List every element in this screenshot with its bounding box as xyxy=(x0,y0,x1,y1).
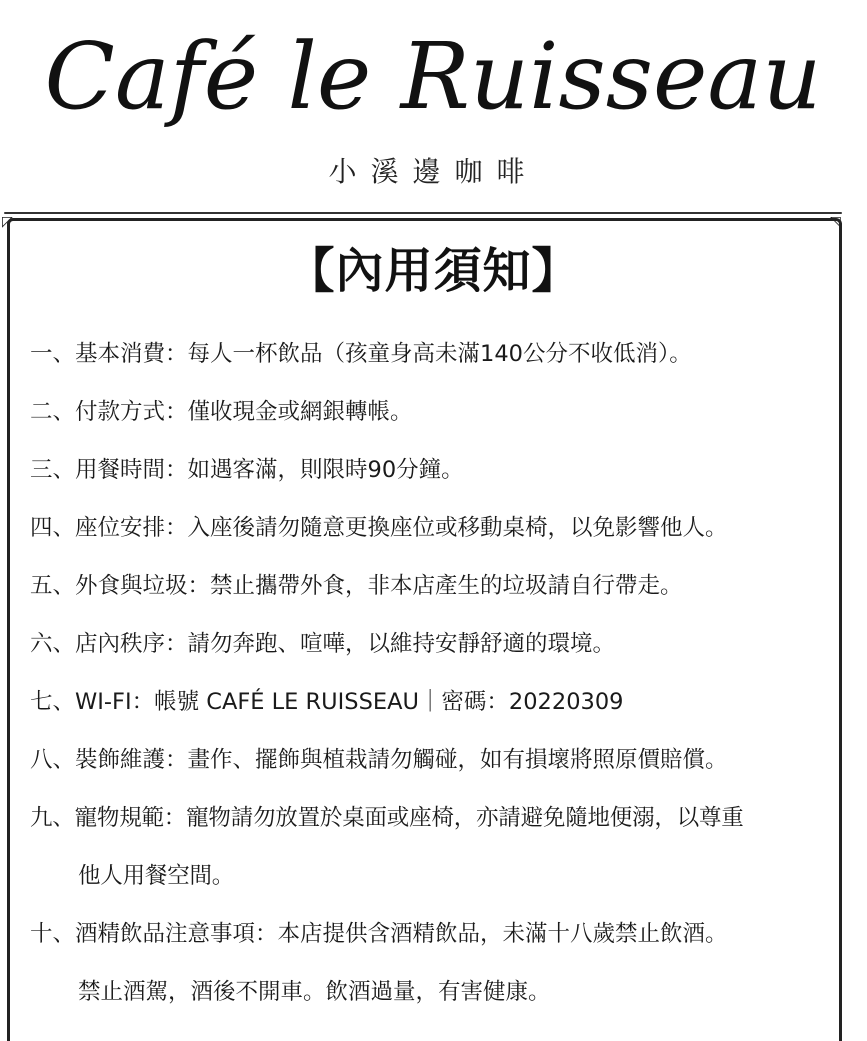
rule-text: 十、酒精飲品注意事項：本店提供含酒精飲品，未滿十八歲禁止飲酒。 xyxy=(30,921,728,947)
rule-text: 一、基本消費：每人一杯飲品（孩童身高未滿140公分不收低消）。 xyxy=(30,341,692,367)
rule-item-9 xyxy=(30,789,850,905)
rule-item-2 xyxy=(30,383,850,441)
rule-text: 二、付款方式：僅收現金或網銀轉帳。 xyxy=(30,399,413,425)
rule-item-1 xyxy=(30,325,850,383)
logo xyxy=(0,0,867,150)
rule-item-6 xyxy=(30,615,850,673)
corner-ornament-right: ◹ xyxy=(830,214,841,230)
rule-item-3 xyxy=(30,441,850,499)
rules-list xyxy=(30,325,850,1021)
logo-script-text: Café le Ruisseau xyxy=(44,23,822,130)
rule-text: 七、WI-FI：帳號 CAFÉ LE RUISSEAU｜密碼：20220309 xyxy=(30,689,624,715)
rule-text: 九、寵物規範：寵物請勿放置於桌面或座椅，亦請避免隨地便溺，以尊重 xyxy=(30,805,744,831)
frame-top-rule xyxy=(4,212,842,214)
rule-item-8 xyxy=(30,731,850,789)
rule-text: 三、用餐時間：如遇客滿，則限時90分鐘。 xyxy=(30,457,464,483)
shop-subtitle: 小溪邊咖啡 xyxy=(328,155,539,188)
rule-text-continued: 他人用餐空間。 xyxy=(78,863,235,889)
rule-text: 五、外食與垃圾：禁止攜帶外食，非本店產生的垃圾請自行帶走。 xyxy=(30,573,683,599)
logo-script-svg xyxy=(0,0,867,150)
corner-ornament-left: ◸ xyxy=(2,214,13,230)
rule-text: 八、裝飾維護：畫作、擺飾與植栽請勿觸碰，如有損壞將照原價賠償。 xyxy=(30,747,728,773)
rule-text: 四、座位安排：入座後請勿隨意更換座位或移動桌椅，以免影響他人。 xyxy=(30,515,728,541)
rule-item-5 xyxy=(30,557,850,615)
rule-item-7-wifi xyxy=(30,673,850,731)
rule-text: 六、店內秩序：請勿奔跑、喧嘩，以維持安靜舒適的環境。 xyxy=(30,631,616,657)
rule-text-continued: 禁止酒駕，酒後不開車。飲酒過量，有害健康。 xyxy=(78,979,551,1005)
rule-item-10 xyxy=(30,905,850,1021)
notice-title: 【內用須知】 xyxy=(286,243,581,299)
rule-item-4 xyxy=(30,499,850,557)
